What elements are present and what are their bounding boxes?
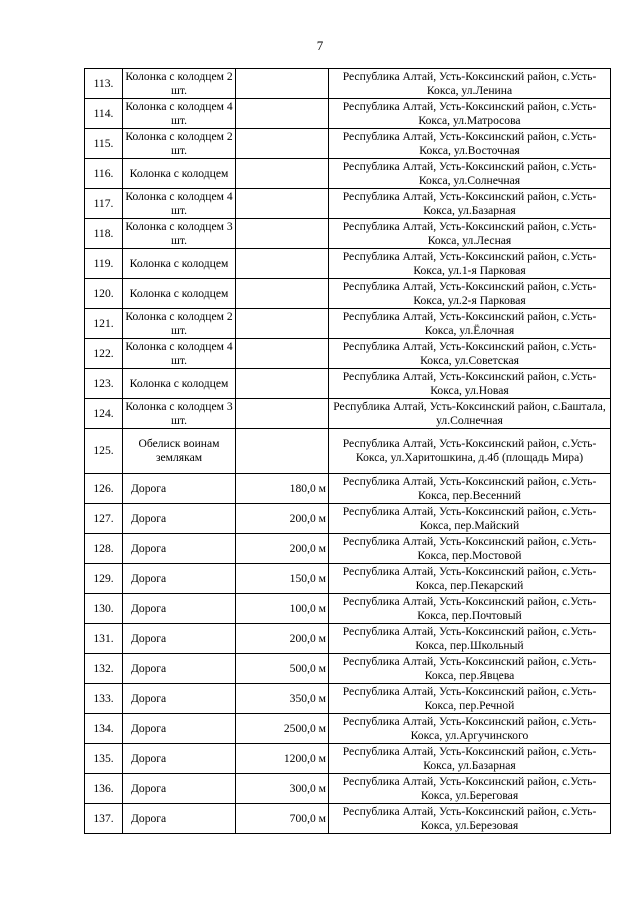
table-row: [85, 279, 611, 309]
address-cell: Республика Алтай, Усть-Коксинский район, с.Баштала, ул.Солнечная: [329, 399, 611, 429]
address-cell: Республика Алтай, Усть-Коксинский район, с.Усть-Кокса, ул.Березовая: [329, 804, 611, 834]
table-row: [85, 744, 611, 774]
table-row: [85, 564, 611, 594]
object-name-cell: Колонка с колодцем 4 шт.: [123, 99, 236, 129]
address-cell: Республика Алтай, Усть-Коксинский район, с.Усть-Кокса, пер.Мостовой: [329, 534, 611, 564]
row-number-cell: 132.: [85, 654, 123, 684]
table-row: [85, 339, 611, 369]
table-row: [85, 714, 611, 744]
length-cell: [236, 99, 329, 129]
address-cell: Республика Алтай, Усть-Коксинский район, с.Усть-Кокса, пер.Речной: [329, 684, 611, 714]
table-row: [85, 69, 611, 99]
length-cell: [236, 129, 329, 159]
address-cell: Республика Алтай, Усть-Коксинский район, с.Усть-Кокса, ул.Базарная: [329, 189, 611, 219]
length-cell: [236, 249, 329, 279]
object-name-cell: Колонка с колодцем: [123, 279, 236, 309]
table-row: [85, 99, 611, 129]
address-cell: Республика Алтай, Усть-Коксинский район, с.Усть-Кокса, ул.2-я Парковая: [329, 279, 611, 309]
row-number-cell: 115.: [85, 129, 123, 159]
address-cell: Республика Алтай, Усть-Коксинский район, с.Усть-Кокса, ул.Солнечная: [329, 159, 611, 189]
row-number-cell: 127.: [85, 504, 123, 534]
row-number-cell: 120.: [85, 279, 123, 309]
object-name-cell: Дорога: [123, 474, 236, 504]
address-cell: Республика Алтай, Усть-Коксинский район, с.Усть-Кокса, ул.Береговая: [329, 774, 611, 804]
table-row: [85, 309, 611, 339]
object-name-cell: Дорога: [123, 594, 236, 624]
length-cell: [236, 339, 329, 369]
length-cell: [236, 189, 329, 219]
object-name-cell: Колонка с колодцем: [123, 249, 236, 279]
address-cell: Республика Алтай, Усть-Коксинский район, с.Усть-Кокса, ул.Харитошкина, д.4б (площадь Мира): [329, 429, 611, 474]
address-cell: Республика Алтай, Усть-Коксинский район, с.Усть-Кокса, ул.Лесная: [329, 219, 611, 249]
length-cell: 2500,0 м: [236, 714, 329, 744]
row-number-cell: 116.: [85, 159, 123, 189]
address-cell: Республика Алтай, Усть-Коксинский район, с.Усть-Кокса, пер.Майский: [329, 504, 611, 534]
length-cell: 180,0 м: [236, 474, 329, 504]
object-name-cell: Обелиск воинам землякам: [123, 429, 236, 474]
object-name-cell: Колонка с колодцем 2 шт.: [123, 309, 236, 339]
length-cell: 150,0 м: [236, 564, 329, 594]
table-row: [85, 159, 611, 189]
row-number-cell: 137.: [85, 804, 123, 834]
address-cell: Республика Алтай, Усть-Коксинский район, с.Усть-Кокса, ул.Аргучинского: [329, 714, 611, 744]
row-number-cell: 136.: [85, 774, 123, 804]
row-number-cell: 122.: [85, 339, 123, 369]
object-name-cell: Колонка с колодцем: [123, 369, 236, 399]
length-cell: 200,0 м: [236, 504, 329, 534]
row-number-cell: 125.: [85, 429, 123, 474]
length-cell: 100,0 м: [236, 594, 329, 624]
length-cell: [236, 309, 329, 339]
table-row: [85, 654, 611, 684]
object-name-cell: Дорога: [123, 744, 236, 774]
object-name-cell: Дорога: [123, 564, 236, 594]
object-name-cell: Колонка с колодцем 2 шт.: [123, 129, 236, 159]
row-number-cell: 123.: [85, 369, 123, 399]
address-cell: Республика Алтай, Усть-Коксинский район, с.Усть-Кокса, ул.Ёлочная: [329, 309, 611, 339]
table-row: [85, 369, 611, 399]
row-number-cell: 113.: [85, 69, 123, 99]
row-number-cell: 121.: [85, 309, 123, 339]
address-cell: Республика Алтай, Усть-Коксинский район, с.Усть-Кокса, ул.Базарная: [329, 744, 611, 774]
length-cell: [236, 159, 329, 189]
row-number-cell: 133.: [85, 684, 123, 714]
object-name-cell: Дорога: [123, 534, 236, 564]
address-cell: Республика Алтай, Усть-Коксинский район, с.Усть-Кокса, пер.Почтовый: [329, 594, 611, 624]
row-number-cell: 129.: [85, 564, 123, 594]
length-cell: [236, 69, 329, 99]
address-cell: Республика Алтай, Усть-Коксинский район, с.Усть-Кокса, ул.Восточная: [329, 129, 611, 159]
length-cell: [236, 399, 329, 429]
address-cell: Республика Алтай, Усть-Коксинский район, с.Усть-Кокса, ул.Новая: [329, 369, 611, 399]
row-number-cell: 119.: [85, 249, 123, 279]
object-name-cell: Колонка с колодцем 2 шт.: [123, 69, 236, 99]
object-name-cell: Колонка с колодцем: [123, 159, 236, 189]
address-cell: Республика Алтай, Усть-Коксинский район, с.Усть-Кокса, пер.Явцева: [329, 654, 611, 684]
address-cell: Республика Алтай, Усть-Коксинский район, с.Усть-Кокса, ул.1-я Парковая: [329, 249, 611, 279]
row-number-cell: 131.: [85, 624, 123, 654]
row-number-cell: 124.: [85, 399, 123, 429]
object-name-cell: Дорога: [123, 714, 236, 744]
table-row: [85, 249, 611, 279]
address-cell: Республика Алтай, Усть-Коксинский район, с.Усть-Кокса, ул.Советская: [329, 339, 611, 369]
length-cell: 700,0 м: [236, 804, 329, 834]
property-registry-table: [84, 68, 611, 834]
row-number-cell: 135.: [85, 744, 123, 774]
object-name-cell: Дорога: [123, 804, 236, 834]
row-number-cell: 130.: [85, 594, 123, 624]
table-row: [85, 624, 611, 654]
row-number-cell: 134.: [85, 714, 123, 744]
length-cell: 1200,0 м: [236, 744, 329, 774]
page-number: 7: [316, 38, 324, 53]
object-name-cell: Колонка с колодцем 4 шт.: [123, 189, 236, 219]
table-row: [85, 129, 611, 159]
table-row: [85, 189, 611, 219]
address-cell: Республика Алтай, Усть-Коксинский район, с.Усть-Кокса, ул.Матросова: [329, 99, 611, 129]
object-name-cell: Дорога: [123, 504, 236, 534]
row-number-cell: 126.: [85, 474, 123, 504]
object-name-cell: Дорога: [123, 624, 236, 654]
length-cell: [236, 279, 329, 309]
length-cell: 200,0 м: [236, 534, 329, 564]
length-cell: 200,0 м: [236, 624, 329, 654]
length-cell: [236, 219, 329, 249]
row-number-cell: 118.: [85, 219, 123, 249]
length-cell: 500,0 м: [236, 654, 329, 684]
table-row: [85, 804, 611, 834]
address-cell: Республика Алтай, Усть-Коксинский район, с.Усть-Кокса, пер.Весенний: [329, 474, 611, 504]
address-cell: Республика Алтай, Усть-Коксинский район, с.Усть-Кокса, пер.Пекарский: [329, 564, 611, 594]
table-row: [85, 774, 611, 804]
table-row: [85, 504, 611, 534]
object-name-cell: Колонка с колодцем 3 шт.: [123, 219, 236, 249]
row-number-cell: 114.: [85, 99, 123, 129]
table-row: [85, 219, 611, 249]
length-cell: 300,0 м: [236, 774, 329, 804]
registry-table-body: [85, 69, 611, 834]
length-cell: 350,0 м: [236, 684, 329, 714]
table-row: [85, 429, 611, 474]
length-cell: [236, 429, 329, 474]
address-cell: Республика Алтай, Усть-Коксинский район, с.Усть-Кокса, ул.Ленина: [329, 69, 611, 99]
table-row: [85, 399, 611, 429]
table-row: [85, 594, 611, 624]
table-row: [85, 474, 611, 504]
table-row: [85, 684, 611, 714]
length-cell: [236, 369, 329, 399]
row-number-cell: 117.: [85, 189, 123, 219]
row-number-cell: 128.: [85, 534, 123, 564]
object-name-cell: Дорога: [123, 654, 236, 684]
address-cell: Республика Алтай, Усть-Коксинский район, с.Усть-Кокса, пер.Школьный: [329, 624, 611, 654]
table-row: [85, 534, 611, 564]
object-name-cell: Дорога: [123, 774, 236, 804]
object-name-cell: Колонка с колодцем 3 шт.: [123, 399, 236, 429]
object-name-cell: Дорога: [123, 684, 236, 714]
object-name-cell: Колонка с колодцем 4 шт.: [123, 339, 236, 369]
